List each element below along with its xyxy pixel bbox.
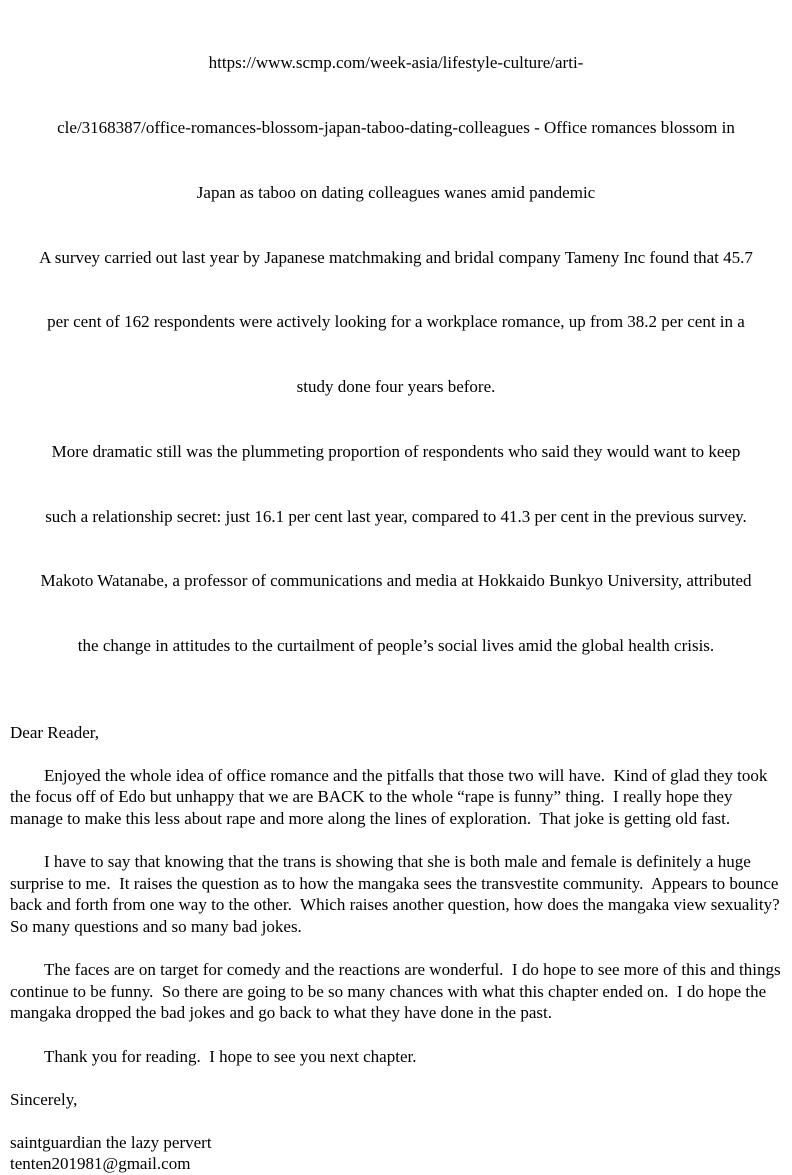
- article-title-line: Japan as taboo on dating colleagues wanes amid pandemic: [196, 182, 596, 202]
- article-header: [10, 9, 782, 700]
- article-excerpt-line: More dramatic still was the plummeting proportion of respondents who said they would want to keep: [51, 441, 741, 461]
- letter-paragraph: Enjoyed the whole idea of office romance and the pitfalls that those two will have. Kind of glad they took the focus off of Edo but unhappy that we are BACK to the whole “rape is funny” thing. I really hope they manage to make this less about rape and more along the lines of exploration. That joke is getting old fast.: [10, 765, 772, 828]
- letter-closing: Sincerely,: [10, 1089, 78, 1109]
- article-excerpt-line: A survey carried out last year by Japanese matchmaking and bridal company Tameny Inc found that 45.7: [39, 247, 753, 267]
- article-excerpt-line: Makoto Watanabe, a professor of communications and media at Hokkaido Bunkyo University, attributed: [40, 571, 752, 591]
- letter-paragraph: Thank you for reading. I hope to see you next chapter.: [44, 1046, 417, 1066]
- signature-email: tenten201981@gmail.com: [10, 1154, 191, 1174]
- article-excerpt-line: the change in attitudes to the curtailment of people’s social lives amid the global health crisis.: [77, 636, 715, 656]
- letter-paragraph: I have to say that knowing that the trans is showing that she is both male and female is definitely a huge surprise to me. It raises the question as to how the mangaka sees the transvestite community. Appears to bounce back and forth from one way to the other. Which raises another question, how does the mangaka view sexuality? So many questions and so many bad jokes.: [10, 852, 789, 936]
- letter-paragraph: The faces are on target for comedy and the reactions are wonderful. I do hope to see more of this and things continue to be funny. So there are going to be so many chances with what this chapter ended on. I do hope the mangaka dropped the bad jokes and go back to what they have done in the past.: [10, 960, 785, 1023]
- article-excerpt-line: per cent of 162 respondents were actively looking for a workplace romance, up from 38.2 per cent in a: [47, 312, 745, 332]
- letter-salutation: Dear Reader,: [10, 722, 99, 742]
- signature-name: saintguardian the lazy pervert: [10, 1132, 212, 1152]
- article-url-title-line: cle/3168387/office-romances-blossom-japan-taboo-dating-colleagues - Office romances blossom in: [57, 117, 735, 137]
- article-url-line: https://www.scmp.com/week-asia/lifestyle-culture/arti-: [208, 53, 584, 73]
- article-excerpt-line: study done four years before.: [296, 377, 496, 397]
- letter-signature: [10, 1132, 782, 1175]
- article-excerpt-line: such a relationship secret: just 16.1 per cent last year, compared to 41.3 per cent in the previous survey.: [45, 506, 747, 526]
